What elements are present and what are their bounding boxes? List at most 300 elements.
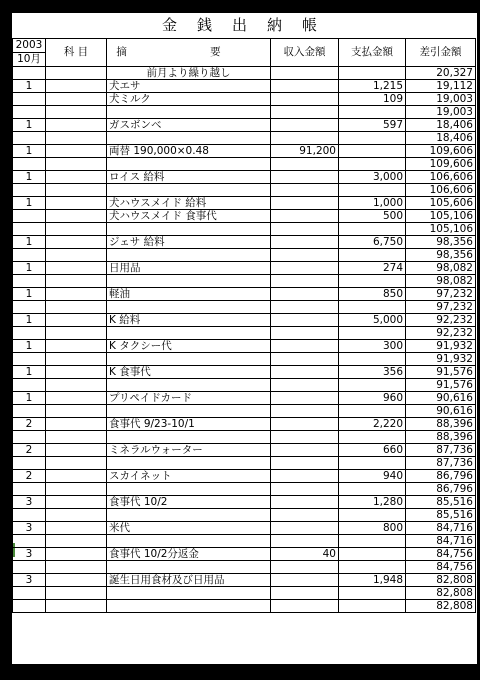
table-row bbox=[13, 288, 476, 301]
day-cell[interactable] bbox=[13, 483, 46, 496]
day-cell[interactable]: 1 bbox=[13, 314, 46, 327]
income-cell[interactable] bbox=[271, 483, 339, 496]
kamoku-cell[interactable] bbox=[46, 431, 107, 444]
table-row bbox=[13, 67, 476, 80]
tekiyo-cell[interactable] bbox=[107, 184, 271, 197]
table-row bbox=[13, 470, 476, 483]
header-month[interactable]: 10月 bbox=[13, 53, 46, 67]
tekiyo-cell[interactable]: ジェサ 給料 bbox=[107, 236, 271, 249]
day-cell[interactable] bbox=[13, 600, 46, 613]
day-cell[interactable] bbox=[13, 132, 46, 145]
day-cell[interactable]: 1 bbox=[13, 392, 46, 405]
income-cell[interactable] bbox=[271, 223, 339, 236]
kamoku-cell[interactable] bbox=[46, 483, 107, 496]
tekiyo-cell[interactable]: 軽油 bbox=[107, 288, 271, 301]
expense-cell[interactable]: 300 bbox=[339, 340, 406, 353]
day-cell[interactable]: 1 bbox=[13, 288, 46, 301]
tekiyo-cell[interactable]: 食事代 9/23-10/1 bbox=[107, 418, 271, 431]
expense-cell[interactable] bbox=[339, 405, 406, 418]
expense-cell[interactable] bbox=[339, 587, 406, 600]
tekiyo-cell[interactable] bbox=[107, 275, 271, 288]
day-cell[interactable] bbox=[13, 67, 46, 80]
day-cell[interactable]: 2 bbox=[13, 470, 46, 483]
kamoku-cell[interactable] bbox=[46, 574, 107, 587]
tekiyo-cell[interactable] bbox=[107, 249, 271, 262]
day-cell[interactable] bbox=[13, 509, 46, 522]
kamoku-cell[interactable] bbox=[46, 418, 107, 431]
table-row bbox=[13, 522, 476, 535]
kamoku-cell[interactable] bbox=[46, 509, 107, 522]
day-cell[interactable] bbox=[13, 561, 46, 574]
tekiyo-cell[interactable] bbox=[107, 106, 271, 119]
expense-cell[interactable]: 109 bbox=[339, 93, 406, 106]
expense-cell[interactable] bbox=[339, 223, 406, 236]
day-cell[interactable] bbox=[13, 106, 46, 119]
expense-cell[interactable] bbox=[339, 431, 406, 444]
day-cell[interactable] bbox=[13, 93, 46, 106]
kamoku-cell[interactable] bbox=[46, 600, 107, 613]
income-cell[interactable] bbox=[271, 405, 339, 418]
balance-cell[interactable]: 87,736 bbox=[406, 444, 476, 457]
tekiyo-cell[interactable]: 食事代 10/2分返金 bbox=[107, 548, 271, 561]
kamoku-cell[interactable] bbox=[46, 275, 107, 288]
expense-cell[interactable]: 500 bbox=[339, 210, 406, 223]
balance-cell[interactable]: 98,356 bbox=[406, 249, 476, 262]
tekiyo-cell[interactable]: 犬ハウスメイド 給料 bbox=[107, 197, 271, 210]
income-cell[interactable] bbox=[271, 288, 339, 301]
expense-cell[interactable]: 1,215 bbox=[339, 80, 406, 93]
balance-cell[interactable]: 84,716 bbox=[406, 535, 476, 548]
income-cell[interactable]: 91,200 bbox=[271, 145, 339, 158]
table-row bbox=[13, 535, 476, 548]
kamoku-cell[interactable] bbox=[46, 288, 107, 301]
balance-cell[interactable]: 18,406 bbox=[406, 119, 476, 132]
income-cell[interactable] bbox=[271, 574, 339, 587]
day-cell[interactable]: 1 bbox=[13, 236, 46, 249]
tekiyo-cell[interactable] bbox=[107, 457, 271, 470]
tekiyo-cell[interactable]: スカイネット bbox=[107, 470, 271, 483]
balance-cell[interactable]: 85,516 bbox=[406, 509, 476, 522]
balance-cell[interactable]: 91,576 bbox=[406, 366, 476, 379]
balance-cell[interactable]: 90,616 bbox=[406, 405, 476, 418]
day-cell[interactable] bbox=[13, 223, 46, 236]
table-row bbox=[13, 574, 476, 587]
balance-cell[interactable]: 109,606 bbox=[406, 145, 476, 158]
balance-cell[interactable]: 106,606 bbox=[406, 184, 476, 197]
table-row bbox=[13, 223, 476, 236]
expense-cell[interactable]: 850 bbox=[339, 288, 406, 301]
income-cell[interactable] bbox=[271, 106, 339, 119]
expense-cell[interactable] bbox=[339, 548, 406, 561]
balance-cell[interactable]: 82,808 bbox=[406, 574, 476, 587]
kamoku-cell[interactable] bbox=[46, 301, 107, 314]
tekiyo-cell[interactable] bbox=[107, 158, 271, 171]
expense-cell[interactable] bbox=[339, 249, 406, 262]
income-cell[interactable] bbox=[271, 301, 339, 314]
expense-cell[interactable]: 1,280 bbox=[339, 496, 406, 509]
table-row bbox=[13, 132, 476, 145]
table-row bbox=[13, 353, 476, 366]
table-row bbox=[13, 587, 476, 600]
income-cell[interactable] bbox=[271, 600, 339, 613]
kamoku-cell[interactable] bbox=[46, 327, 107, 340]
income-cell[interactable] bbox=[271, 262, 339, 275]
table-row bbox=[13, 340, 476, 353]
day-cell[interactable] bbox=[13, 379, 46, 392]
table-row bbox=[13, 119, 476, 132]
day-cell[interactable] bbox=[13, 158, 46, 171]
day-cell[interactable] bbox=[13, 210, 46, 223]
income-cell[interactable] bbox=[271, 93, 339, 106]
header-expense[interactable]: 支払金額 bbox=[339, 39, 406, 67]
expense-cell[interactable] bbox=[339, 145, 406, 158]
table-row bbox=[13, 236, 476, 249]
table-row bbox=[13, 145, 476, 158]
table-row bbox=[13, 171, 476, 184]
balance-cell[interactable]: 92,232 bbox=[406, 314, 476, 327]
tekiyo-cell[interactable] bbox=[107, 509, 271, 522]
balance-cell[interactable]: 105,106 bbox=[406, 223, 476, 236]
kamoku-cell[interactable] bbox=[46, 145, 107, 158]
kamoku-cell[interactable] bbox=[46, 93, 107, 106]
expense-cell[interactable]: 274 bbox=[339, 262, 406, 275]
kamoku-cell[interactable] bbox=[46, 405, 107, 418]
expense-cell[interactable]: 1,000 bbox=[339, 197, 406, 210]
day-cell[interactable] bbox=[13, 457, 46, 470]
expense-cell[interactable] bbox=[339, 483, 406, 496]
table-row bbox=[13, 392, 476, 405]
income-cell[interactable] bbox=[271, 340, 339, 353]
day-cell[interactable] bbox=[13, 431, 46, 444]
balance-cell[interactable]: 19,003 bbox=[406, 93, 476, 106]
balance-cell[interactable]: 105,606 bbox=[406, 197, 476, 210]
tekiyo-cell[interactable]: 誕生日用食材及び日用品 bbox=[107, 574, 271, 587]
balance-cell[interactable]: 92,232 bbox=[406, 327, 476, 340]
kamoku-cell[interactable] bbox=[46, 119, 107, 132]
tekiyo-cell[interactable]: 食事代 10/2 bbox=[107, 496, 271, 509]
day-cell[interactable]: 2 bbox=[13, 418, 46, 431]
tekiyo-cell[interactable]: K 食事代 bbox=[107, 366, 271, 379]
expense-cell[interactable]: 2,220 bbox=[339, 418, 406, 431]
kamoku-cell[interactable] bbox=[46, 340, 107, 353]
tekiyo-cell[interactable]: ミネラルウォーター bbox=[107, 444, 271, 457]
kamoku-cell[interactable] bbox=[46, 444, 107, 457]
balance-cell[interactable]: 82,808 bbox=[406, 587, 476, 600]
balance-cell[interactable]: 84,716 bbox=[406, 522, 476, 535]
kamoku-cell[interactable] bbox=[46, 262, 107, 275]
kamoku-cell[interactable] bbox=[46, 197, 107, 210]
balance-cell[interactable]: 98,356 bbox=[406, 236, 476, 249]
balance-cell[interactable]: 82,808 bbox=[406, 600, 476, 613]
kamoku-cell[interactable] bbox=[46, 67, 107, 80]
tekiyo-cell[interactable] bbox=[107, 353, 271, 366]
balance-cell[interactable]: 88,396 bbox=[406, 431, 476, 444]
tekiyo-cell[interactable] bbox=[107, 483, 271, 496]
header-row-1 bbox=[13, 39, 476, 53]
kamoku-cell[interactable] bbox=[46, 236, 107, 249]
header-income[interactable]: 収入金額 bbox=[271, 39, 339, 67]
balance-cell[interactable]: 19,112 bbox=[406, 80, 476, 93]
income-cell[interactable] bbox=[271, 587, 339, 600]
balance-cell[interactable]: 90,616 bbox=[406, 392, 476, 405]
tekiyo-cell[interactable] bbox=[107, 405, 271, 418]
income-cell[interactable] bbox=[271, 80, 339, 93]
kamoku-cell[interactable] bbox=[46, 561, 107, 574]
balance-cell[interactable]: 91,932 bbox=[406, 353, 476, 366]
income-cell[interactable] bbox=[271, 392, 339, 405]
expense-cell[interactable] bbox=[339, 353, 406, 366]
income-cell[interactable] bbox=[271, 197, 339, 210]
balance-cell[interactable]: 98,082 bbox=[406, 262, 476, 275]
balance-cell[interactable]: 19,003 bbox=[406, 106, 476, 119]
income-cell[interactable] bbox=[271, 249, 339, 262]
header-balance[interactable]: 差引金額 bbox=[406, 39, 476, 67]
header-year[interactable]: 2003 bbox=[13, 39, 46, 53]
day-cell[interactable] bbox=[13, 405, 46, 418]
kamoku-cell[interactable] bbox=[46, 587, 107, 600]
tekiyo-cell[interactable]: 両替 190,000×0.48 bbox=[107, 145, 271, 158]
balance-cell[interactable]: 18,406 bbox=[406, 132, 476, 145]
day-cell[interactable] bbox=[13, 327, 46, 340]
day-cell[interactable]: 1 bbox=[13, 145, 46, 158]
tekiyo-cell[interactable]: プリペイドカード bbox=[107, 392, 271, 405]
table-row bbox=[13, 93, 476, 106]
table-row bbox=[13, 444, 476, 457]
tekiyo-cell[interactable]: 犬ミルク bbox=[107, 93, 271, 106]
kamoku-cell[interactable] bbox=[46, 158, 107, 171]
expense-cell[interactable] bbox=[339, 301, 406, 314]
kamoku-cell[interactable] bbox=[46, 548, 107, 561]
tekiyo-cell[interactable] bbox=[107, 561, 271, 574]
day-cell[interactable] bbox=[13, 275, 46, 288]
expense-cell[interactable]: 660 bbox=[339, 444, 406, 457]
table-row bbox=[13, 210, 476, 223]
income-cell[interactable] bbox=[271, 210, 339, 223]
expense-cell[interactable] bbox=[339, 184, 406, 197]
tekiyo-cell[interactable] bbox=[107, 587, 271, 600]
balance-cell[interactable]: 86,796 bbox=[406, 470, 476, 483]
header-tekiyo[interactable]: 摘 要 bbox=[107, 39, 271, 67]
day-cell[interactable]: 3 bbox=[13, 548, 46, 561]
balance-cell[interactable]: 87,736 bbox=[406, 457, 476, 470]
kamoku-cell[interactable] bbox=[46, 496, 107, 509]
tekiyo-cell[interactable]: ガスボンベ bbox=[107, 119, 271, 132]
expense-cell[interactable]: 800 bbox=[339, 522, 406, 535]
expense-cell[interactable]: 5,000 bbox=[339, 314, 406, 327]
kamoku-cell[interactable] bbox=[46, 106, 107, 119]
balance-cell[interactable]: 97,232 bbox=[406, 301, 476, 314]
balance-cell[interactable]: 88,396 bbox=[406, 418, 476, 431]
day-cell[interactable]: 1 bbox=[13, 119, 46, 132]
kamoku-cell[interactable] bbox=[46, 184, 107, 197]
tekiyo-cell[interactable]: 前月より繰り越し bbox=[107, 67, 271, 80]
expense-cell[interactable] bbox=[339, 535, 406, 548]
table-row bbox=[13, 483, 476, 496]
tekiyo-cell[interactable] bbox=[107, 379, 271, 392]
table-row bbox=[13, 197, 476, 210]
page-title: 金銭出納帳 bbox=[161, 16, 337, 34]
kamoku-cell[interactable] bbox=[46, 392, 107, 405]
expense-cell[interactable] bbox=[339, 561, 406, 574]
tekiyo-cell[interactable]: K タクシー代 bbox=[107, 340, 271, 353]
expense-cell[interactable] bbox=[339, 67, 406, 80]
expense-cell[interactable]: 356 bbox=[339, 366, 406, 379]
kamoku-cell[interactable] bbox=[46, 132, 107, 145]
balance-cell[interactable]: 97,232 bbox=[406, 288, 476, 301]
balance-cell[interactable]: 91,576 bbox=[406, 379, 476, 392]
kamoku-cell[interactable] bbox=[46, 379, 107, 392]
table-row bbox=[13, 457, 476, 470]
tekiyo-cell[interactable] bbox=[107, 600, 271, 613]
header-kamoku[interactable]: 科 目 bbox=[46, 39, 107, 67]
income-cell[interactable] bbox=[271, 119, 339, 132]
table-row bbox=[13, 548, 476, 561]
expense-cell[interactable]: 1,948 bbox=[339, 574, 406, 587]
income-cell[interactable] bbox=[271, 158, 339, 171]
expense-cell[interactable]: 6,750 bbox=[339, 236, 406, 249]
day-cell[interactable] bbox=[13, 249, 46, 262]
balance-cell[interactable]: 105,106 bbox=[406, 210, 476, 223]
day-cell[interactable]: 1 bbox=[13, 340, 46, 353]
expense-cell[interactable] bbox=[339, 509, 406, 522]
expense-cell[interactable]: 960 bbox=[339, 392, 406, 405]
tekiyo-cell[interactable]: 犬ハウスメイド 食事代 bbox=[107, 210, 271, 223]
income-cell[interactable] bbox=[271, 457, 339, 470]
income-cell[interactable] bbox=[271, 171, 339, 184]
tekiyo-cell[interactable] bbox=[107, 327, 271, 340]
day-cell[interactable]: 1 bbox=[13, 366, 46, 379]
table-row bbox=[13, 314, 476, 327]
day-cell[interactable]: 1 bbox=[13, 171, 46, 184]
expense-cell[interactable] bbox=[339, 132, 406, 145]
table-row bbox=[13, 431, 476, 444]
balance-cell[interactable]: 98,082 bbox=[406, 275, 476, 288]
table-row bbox=[13, 275, 476, 288]
income-cell[interactable] bbox=[271, 561, 339, 574]
table-row bbox=[13, 418, 476, 431]
kamoku-cell[interactable] bbox=[46, 457, 107, 470]
expense-cell[interactable]: 3,000 bbox=[339, 171, 406, 184]
day-cell[interactable]: 1 bbox=[13, 262, 46, 275]
day-cell[interactable]: 3 bbox=[13, 522, 46, 535]
kamoku-cell[interactable] bbox=[46, 210, 107, 223]
kamoku-cell[interactable] bbox=[46, 171, 107, 184]
day-cell[interactable]: 1 bbox=[13, 197, 46, 210]
income-cell[interactable] bbox=[271, 132, 339, 145]
income-cell[interactable]: 40 bbox=[271, 548, 339, 561]
income-cell[interactable] bbox=[271, 184, 339, 197]
table-row bbox=[13, 600, 476, 613]
income-cell[interactable] bbox=[271, 366, 339, 379]
tekiyo-cell[interactable] bbox=[107, 431, 271, 444]
table-row bbox=[13, 106, 476, 119]
tekiyo-cell[interactable]: ロイス 給料 bbox=[107, 171, 271, 184]
income-cell[interactable] bbox=[271, 470, 339, 483]
day-cell[interactable] bbox=[13, 301, 46, 314]
expense-cell[interactable] bbox=[339, 158, 406, 171]
table-row bbox=[13, 496, 476, 509]
tekiyo-cell[interactable]: 米代 bbox=[107, 522, 271, 535]
expense-cell[interactable] bbox=[339, 457, 406, 470]
kamoku-cell[interactable] bbox=[46, 223, 107, 236]
balance-cell[interactable]: 109,606 bbox=[406, 158, 476, 171]
tekiyo-cell[interactable] bbox=[107, 132, 271, 145]
table-row bbox=[13, 80, 476, 93]
income-cell[interactable] bbox=[271, 379, 339, 392]
tekiyo-cell[interactable]: 犬エサ bbox=[107, 80, 271, 93]
income-cell[interactable] bbox=[271, 522, 339, 535]
expense-cell[interactable]: 940 bbox=[339, 470, 406, 483]
balance-cell[interactable]: 91,932 bbox=[406, 340, 476, 353]
kamoku-cell[interactable] bbox=[46, 470, 107, 483]
income-cell[interactable] bbox=[271, 314, 339, 327]
balance-cell[interactable]: 86,796 bbox=[406, 483, 476, 496]
income-cell[interactable] bbox=[271, 67, 339, 80]
income-cell[interactable] bbox=[271, 418, 339, 431]
income-cell[interactable] bbox=[271, 431, 339, 444]
kamoku-cell[interactable] bbox=[46, 80, 107, 93]
table-row bbox=[13, 301, 476, 314]
balance-cell[interactable]: 106,606 bbox=[406, 171, 476, 184]
kamoku-cell[interactable] bbox=[46, 535, 107, 548]
balance-cell[interactable]: 84,756 bbox=[406, 561, 476, 574]
balance-cell[interactable]: 20,327 bbox=[406, 67, 476, 80]
tekiyo-cell[interactable] bbox=[107, 535, 271, 548]
income-cell[interactable] bbox=[271, 535, 339, 548]
tekiyo-cell[interactable] bbox=[107, 223, 271, 236]
kamoku-cell[interactable] bbox=[46, 314, 107, 327]
income-cell[interactable] bbox=[271, 509, 339, 522]
ledger-table bbox=[12, 38, 476, 613]
day-cell[interactable]: 2 bbox=[13, 444, 46, 457]
table-row bbox=[13, 184, 476, 197]
kamoku-cell[interactable] bbox=[46, 366, 107, 379]
day-cell[interactable] bbox=[13, 353, 46, 366]
day-cell[interactable] bbox=[13, 535, 46, 548]
ledger-body bbox=[13, 39, 476, 613]
expense-cell[interactable] bbox=[339, 379, 406, 392]
income-cell[interactable] bbox=[271, 236, 339, 249]
table-row bbox=[13, 561, 476, 574]
income-cell[interactable] bbox=[271, 496, 339, 509]
tekiyo-cell[interactable] bbox=[107, 301, 271, 314]
table-row bbox=[13, 379, 476, 392]
table-row bbox=[13, 366, 476, 379]
balance-cell[interactable]: 85,516 bbox=[406, 496, 476, 509]
kamoku-cell[interactable] bbox=[46, 522, 107, 535]
day-cell[interactable]: 1 bbox=[13, 80, 46, 93]
day-cell[interactable] bbox=[13, 587, 46, 600]
table-row bbox=[13, 405, 476, 418]
expense-cell[interactable] bbox=[339, 106, 406, 119]
tekiyo-cell[interactable]: 日用品 bbox=[107, 262, 271, 275]
income-cell[interactable] bbox=[271, 444, 339, 457]
expense-cell[interactable] bbox=[339, 327, 406, 340]
expense-cell[interactable]: 597 bbox=[339, 119, 406, 132]
balance-cell[interactable]: 84,756 bbox=[406, 548, 476, 561]
day-cell[interactable] bbox=[13, 184, 46, 197]
expense-cell[interactable] bbox=[339, 600, 406, 613]
expense-cell[interactable] bbox=[339, 275, 406, 288]
kamoku-cell[interactable] bbox=[46, 353, 107, 366]
income-cell[interactable] bbox=[271, 327, 339, 340]
day-cell[interactable]: 3 bbox=[13, 574, 46, 587]
tekiyo-cell[interactable]: K 給料 bbox=[107, 314, 271, 327]
day-cell[interactable]: 3 bbox=[13, 496, 46, 509]
income-cell[interactable] bbox=[271, 353, 339, 366]
income-cell[interactable] bbox=[271, 275, 339, 288]
kamoku-cell[interactable] bbox=[46, 249, 107, 262]
